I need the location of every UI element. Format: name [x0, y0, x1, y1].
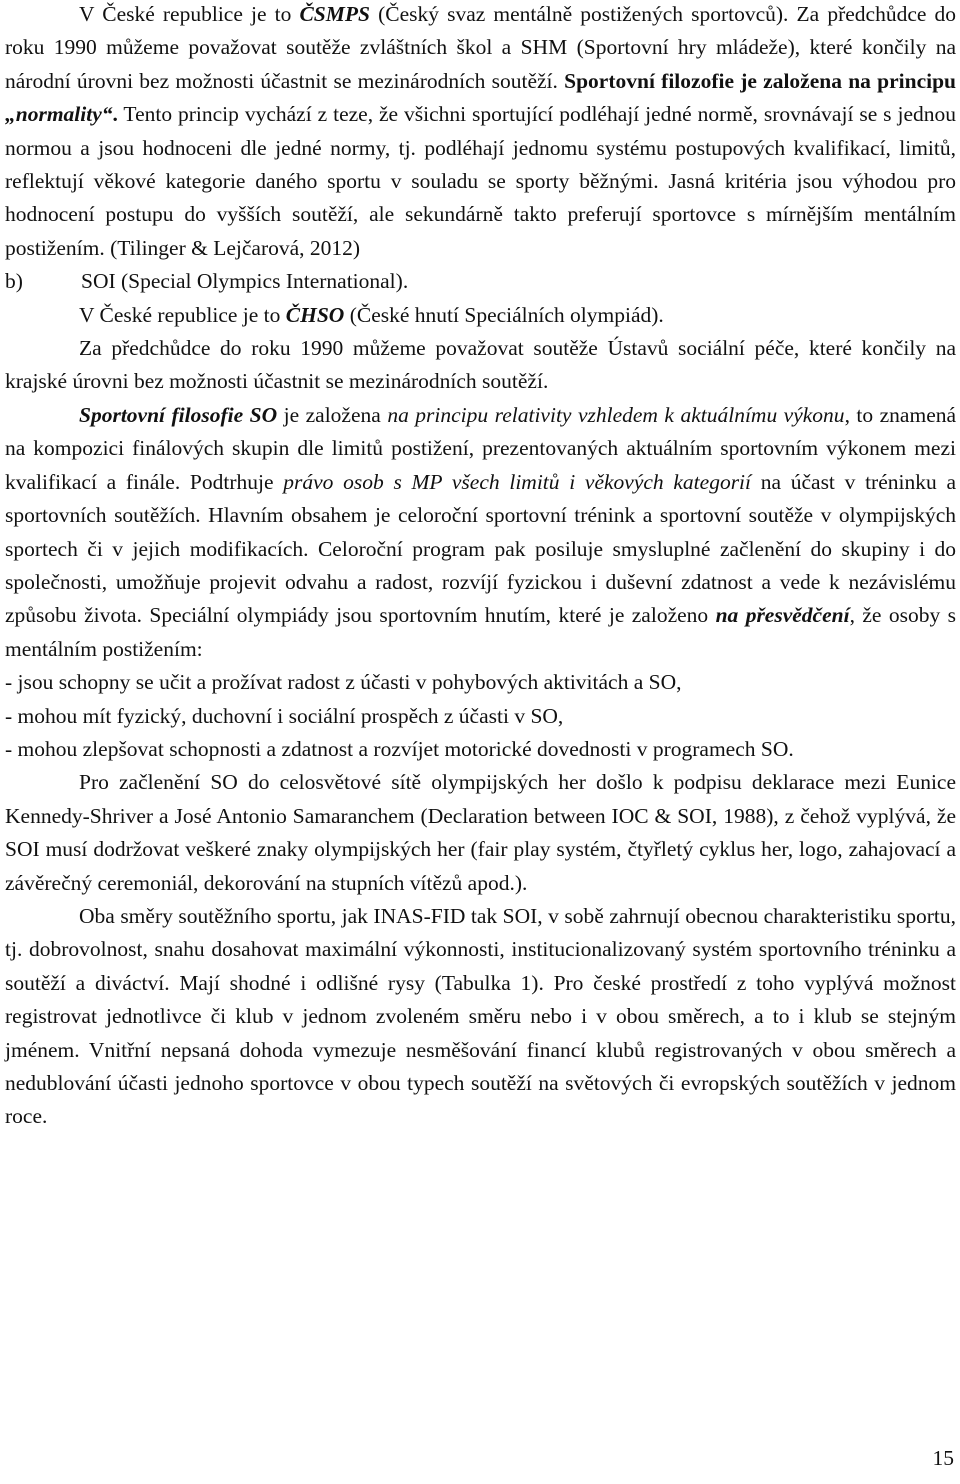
normality-term: „normality“	[5, 102, 113, 127]
paragraph-declaration: Pro začlenění SO do celosvětové sítě olympijských her došlo k podpisu deklarace mezi Eunice Kennedy-Shriver a José Antonio Samaranchem (Declaration between IOC & SOI, 1988), z čehož vyplývá, že SOI musí dodržovat veškeré znaky olympijských her (fair play systém, čtyřletý cyklus her, logo, zahajovací a závěrečný ceremoniál, dekorování na stupních vítězů apod.).	[5, 770, 956, 895]
conviction-phrase: na přesvědčení	[715, 603, 850, 628]
bullet-item: - jsou schopny se učit a prožívat radost z účasti v pohybových aktivitách a SO,	[5, 670, 682, 695]
text-run: .	[112, 102, 118, 127]
paragraph-csmps	[5, 0, 956, 265]
bullet-item: - mohou mít fyzický, duchovní i sociální prospěch z účasti v SO,	[5, 703, 564, 728]
paragraph-so-philosophy	[5, 399, 956, 666]
page-number: 15	[932, 1446, 954, 1470]
list-item-b	[5, 265, 956, 298]
list-item-text: SOI (Special Olympics International).	[81, 269, 409, 294]
text-run: (Český svaz mentálně postižených sportovců). Za předchůdce do roku 1990 můžeme považovat soutěže zvláštních škol a SHM (Sportovní hry mládeže), které končily na národní úrovni bez možnosti účastnit se mezinárodních soutěží.	[5, 2, 957, 93]
paragraph-both-directions: Oba směry soutěžního sportu, jak INAS-FID tak SOI, v sobě zahrnují obecnou charakteristiku sportu, tj. dobrovolnost, snahu dosahovat maximální výkonnosti, institucionalizovaný systém sportovního tréninku a soutěží a diváctví. Mají shodné i odlišné rysy (Tabulka 1). Pro české prostředí z toho vyplývá možnost registrovat jednotlivce či klub v jednom zvoleném směru nebo i v obou směrech, a to i klub se stejným jménem. Vnitřní nepsaná dohoda vymezuje nesměšování financí klubů registrovaných v obou směrech a nedublování účasti jednoho sportovce v obou typech soutěží na světových či evropských soutěžích v jednom roce.	[5, 903, 956, 1129]
paragraph-predecessor: Za předchůdce do roku 1990 můžeme považovat soutěže Ústavů sociální péče, které končily na krajské úrovni bez možnosti účastnit se mezinárodních soutěží.	[5, 336, 956, 394]
chso-abbrev: ČHSO	[285, 302, 345, 327]
relativity-principle: na principu relativity vzhledem k aktuálnímu výkonu	[387, 402, 845, 427]
text-run: (České hnutí Speciálních olympiád).	[344, 302, 664, 327]
text-run: , že osoby s mentálním postižením:	[5, 603, 956, 661]
text-run: V České republice je to	[79, 2, 300, 26]
csmps-abbrev: ČSMPS	[299, 2, 370, 26]
text-run: V České republice je to	[79, 302, 286, 327]
so-philosophy-term: Sportovní filosofie SO	[79, 402, 278, 427]
bullet-item: - mohou zlepšovat schopnosti a zdatnost a rozvíjet motorické dovednosti v programech SO.	[5, 736, 794, 761]
text-run: Tento princip vychází z teze, že všichni sportující podléhají jedné normě, srovnávají se s jednou normou a jsou hodnoceni dle jedné normy, tj. podléhají jednomu systému postupových kvalifikací, limitů, reflektují věkové kategorie daného sportu v souladu se sporty běžnými. Jasná kritéria jsou výhodou pro hodnocení postupu do vyšších soutěží, ale sekundárně takto preferují sportovce s mírnějším mentálním postižením. (Tilinger & Lejčarová, 2012)	[5, 102, 956, 260]
list-label: b)	[5, 269, 23, 294]
rights-phrase: právo osob s MP všech limitů i věkových kategorií	[283, 469, 752, 494]
philosophy-statement: Sportovní filozofie je založena na principu	[564, 68, 957, 93]
paragraph-chso	[5, 299, 956, 332]
text-run: na účast v tréninku a sportovních soutěžích. Hlavním obsahem je celoroční sportovní trénink a sportovní soutěže v olympijských sportech či v jejich modifikacích. Celoroční program pak posiluje smysluplné začlenění do skupiny i do společnosti, umožňuje projevit odvahu a radost, rozvíjí fyzickou i duševní zdatnost a vede k nezávislému způsobu života. Speciální olympiády jsou sportovním hnutím, které je založeno	[5, 469, 956, 628]
text-run: je založena	[277, 402, 388, 427]
text-run: , to znamená na kompozici finálových skupin dle limitů postižení, prezentovaných aktuálním sportovním výkonem mezi kvalifikací a finále. Podtrhuje	[5, 402, 957, 494]
